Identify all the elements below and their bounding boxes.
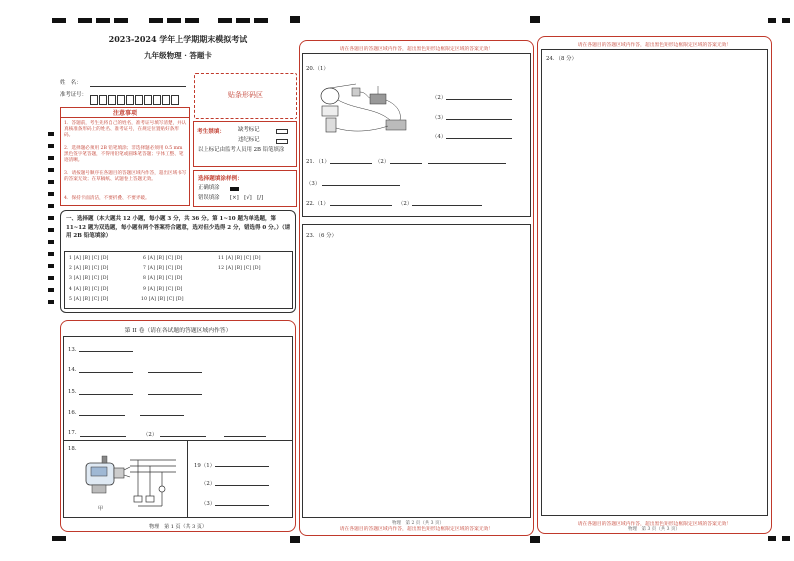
side-marker [48,300,54,304]
choice-row[interactable]: 4 [A] [B] [C] [D] [69,287,109,292]
exam-id-grid[interactable] [90,89,180,108]
wrong-fill-marks: [×] [√] [/] [230,195,264,201]
alignment-marker [530,536,540,543]
side-marker [48,288,54,292]
exam-id-label: 准考证号： [60,92,87,98]
q21-answer-line[interactable] [428,158,506,164]
section1-intro: 一、选择题（本大题共 12 小题，每小题 3 分，共 36 分。第 1~10 题为单选题，第 11~12 题为双选题，每小题有两个答案符合题意，选对但少选得 2 分，错选得 0 分。）（请用 2B 铅笔填涂） [66,216,291,240]
examinee-note: 以上标记由监考人员用 2B 铅笔填涂 [198,147,285,153]
choice-row[interactable]: 1 [A] [B] [C] [D] [69,256,109,261]
correct-fill-label: 正确填涂 [198,185,220,191]
q19-label: 19（1） [194,463,216,469]
side-marker [48,240,54,244]
section2-title: 第 II 卷（请在各试题的答题区域内作答） [124,328,232,334]
alignment-marker [782,536,790,541]
q23-label: 23．（6 分） [306,233,337,239]
q22-answer-line[interactable] [330,200,392,206]
answer-area-warning-bottom: 请在各题目的答题区域内作答，超出黑色矩形边框限定区域的答案无效！ [339,527,494,532]
alignment-marker [185,18,199,23]
alignment-marker [782,18,790,23]
q23-box[interactable] [302,224,531,518]
q20-answer-line[interactable] [446,114,512,120]
side-marker [48,168,54,172]
alignment-marker [530,16,540,23]
side-marker [48,216,54,220]
q21-part2-label: （2） [375,159,390,165]
side-marker [48,204,54,208]
q18-circuit-diagram [128,456,178,512]
alignment-marker [290,16,300,23]
notice-item: 4．保持卡面清洁，不要折叠、不要弄破。 [64,196,150,201]
q19-part2-label: （2） [201,481,216,487]
q22-part2-label: （2） [398,201,413,207]
q21-answer-line[interactable] [330,158,372,164]
alignment-marker [78,18,92,23]
side-marker [48,192,54,196]
figure-label: 甲 [98,506,104,512]
q19-part3-label: （3） [201,501,216,507]
side-marker [48,264,54,268]
side-marker [48,228,54,232]
q20-part2-label: （2） [432,95,447,101]
q16-label: 16. [68,410,77,416]
absent-checkbox[interactable] [276,129,288,134]
q20-answer-line[interactable] [446,94,512,100]
q21-answer-line[interactable] [390,158,422,164]
side-marker [48,276,54,280]
alignment-marker [768,18,776,23]
q22-label: 22.（1） [306,201,329,207]
q19-answer-line[interactable] [215,480,269,486]
side-marker [48,252,54,256]
wrong-fill-label: 错误填涂 [198,195,220,201]
q22-answer-line[interactable] [412,200,482,206]
alignment-marker [52,18,66,23]
choice-row[interactable]: 6 [A] [B] [C] [D] [143,256,183,261]
choice-row[interactable]: 12 [A] [B] [C] [D] [218,266,261,271]
correct-fill-mark [230,187,239,191]
q20-experiment-figure [316,80,412,138]
side-marker [48,180,54,184]
side-marker [48,156,54,160]
q14-label: 14. [68,367,77,373]
barcode-label: 贴条形码区 [228,91,263,99]
choice-row[interactable]: 3 [A] [B] [C] [D] [69,276,109,281]
alignment-marker [236,18,250,23]
q18-divider [63,440,293,441]
q24-label: 24．（8 分） [546,56,577,62]
q20-part3-label: （3） [432,115,447,121]
examinee-title: 考生禁填： [197,129,225,135]
q17-answer-line[interactable] [160,431,206,437]
alignment-marker [52,536,66,541]
q17-label: 17. [68,430,77,436]
q17-part2-label: （2） [143,432,158,438]
alignment-marker [114,18,128,23]
alignment-marker [167,18,181,23]
q20-label: 20.（1） [306,66,329,72]
q21-part3-label: （3） [306,181,321,187]
answer-area-warning: 请在各题目的答题区域内作答，超出黑色矩形边框限定区域的答案无效！ [339,47,494,52]
violation-label: 违纪标记 [238,137,260,143]
q20-answer-line[interactable] [446,133,512,139]
absent-label: 缺考标记 [238,127,260,133]
q14-answer-line[interactable] [79,367,133,373]
page-footer: 物理 第 1 页（共 3 页） [149,524,207,530]
q24-box[interactable] [541,49,768,516]
q18-label: 18. [68,446,77,452]
choice-row[interactable]: 9 [A] [B] [C] [D] [143,287,183,292]
notice-item: 2．选择题必须用 2B 铅笔填涂；非选择题必须用 0.5 mm 黑色签字笔答题，不得用铅笔或圆珠笔答题；字体工整、笔迹清晰。 [64,146,184,164]
choice-row[interactable]: 8 [A] [B] [C] [D] [143,276,183,281]
q17-answer-line[interactable] [224,431,266,437]
q15-label: 15. [68,389,77,395]
name-field[interactable] [90,86,186,87]
side-marker [48,144,54,148]
q14-answer-line[interactable] [148,367,202,373]
exam-subtitle: 九年级物理 · 答题卡 [144,51,212,60]
fill-sample-title: 选择题填涂样例： [198,176,243,182]
name-label: 姓 名： [60,80,82,86]
violation-checkbox[interactable] [276,139,288,144]
side-marker [48,132,54,136]
q18-device-figure [80,455,132,505]
q20-part4-label: （4） [432,134,447,140]
q19-answer-line[interactable] [215,500,269,506]
q13-label: 13. [68,347,77,353]
notice-item: 1．答题前，考生先将自己的姓名，准考证号填写清楚，并认真核准条形码上的姓名、准考证号，在规定位置贴好条形码。 [64,121,187,139]
answer-area-warning: 请在各题目的答题区域内作答，超出黑色矩形边框限定区域的答案无效！ [577,43,732,48]
page-footer: 物理 第 2 页（共 3 页） [392,521,444,526]
choice-row[interactable]: 10 [A] [B] [C] [D] [141,297,184,302]
q13-answer-line[interactable] [79,346,133,352]
choice-row[interactable]: 11 [A] [B] [C] [D] [218,256,261,261]
q21-label: 21．（1） [306,159,330,165]
q15-answer-line[interactable] [79,389,133,395]
choice-row[interactable]: 2 [A] [B] [C] [D] [69,266,109,271]
notice-title: 注意事项 [60,108,190,118]
q19-answer-line[interactable] [215,461,269,467]
alignment-marker [96,18,110,23]
notice-item: 3．请按题号顺序在各题目的答题区域内作答，超出区域书写的答案无效；在草稿纸、试题卷上答题无效。 [64,171,187,183]
q15-answer-line[interactable] [148,389,202,395]
answer-area-warning-bottom: 请在各题目的答题区域内作答，超出黑色矩形边框限定区域的答案无效！ [577,522,732,527]
q21-answer-line[interactable] [322,180,400,186]
choice-row[interactable]: 5 [A] [B] [C] [D] [69,297,109,302]
q18-q19-divider [187,440,188,518]
alignment-marker [218,18,232,23]
q16-answer-line[interactable] [140,410,184,416]
q16-answer-line[interactable] [79,410,125,416]
choice-row[interactable]: 7 [A] [B] [C] [D] [143,266,183,271]
q17-answer-line[interactable] [80,431,126,437]
alignment-marker [768,536,776,541]
alignment-marker [149,18,163,23]
alignment-marker [290,536,300,543]
alignment-marker [254,18,268,23]
exam-title: 2023-2024 学年上学期期末模拟考试 [108,34,248,44]
page-footer: 物理 第 3 页（共 3 页） [628,527,680,532]
